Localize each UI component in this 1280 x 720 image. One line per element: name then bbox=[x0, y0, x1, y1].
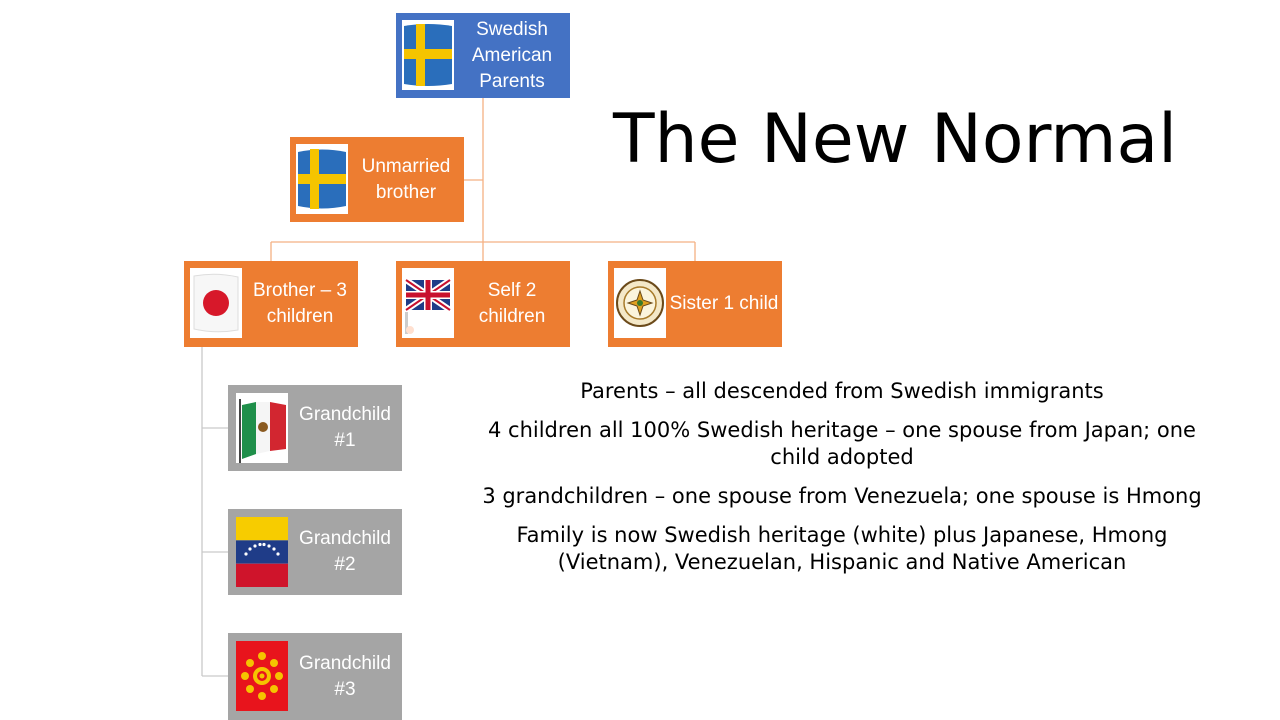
node-label: Sister 1 child bbox=[669, 293, 779, 314]
sweden-flag-icon bbox=[402, 20, 454, 90]
node-label: Grandchild #2 bbox=[299, 528, 391, 575]
node-label: Swedish American Parents bbox=[471, 18, 553, 92]
node-grandchild-2[interactable] bbox=[228, 509, 402, 595]
sweden-flag-icon bbox=[296, 144, 348, 214]
node-sister[interactable] bbox=[608, 261, 782, 347]
node-self[interactable] bbox=[396, 261, 570, 347]
note-grandchildren: 3 grandchildren – one spouse from Venezuela; one spouse is Hmong bbox=[482, 484, 1202, 508]
node-label: Unmarried brother bbox=[361, 155, 451, 203]
note-children: 4 children all 100% Swedish heritage – one spouse from Japan; one child adopted bbox=[488, 418, 1196, 469]
mexico-flag-icon bbox=[236, 393, 288, 463]
slide-notes bbox=[470, 378, 1214, 588]
node-unmarried-brother[interactable] bbox=[290, 137, 464, 222]
hmong-flag-icon bbox=[236, 641, 288, 711]
cherokee-nation-seal-icon bbox=[614, 268, 666, 338]
uk-flag-icon bbox=[402, 268, 454, 338]
venezuela-flag-icon bbox=[236, 517, 288, 587]
note-family: Family is now Swedish heritage (white) plus Japanese, Hmong (Vietnam), Venezuelan, Hispanic and Native American bbox=[516, 523, 1168, 574]
node-label: Brother – 3 children bbox=[253, 280, 347, 327]
node-grandchild-1[interactable] bbox=[228, 385, 402, 471]
node-label: Self 2 children bbox=[478, 280, 546, 327]
node-label: Grandchild #1 bbox=[299, 404, 391, 451]
node-swedish-american-parents[interactable] bbox=[396, 13, 570, 98]
node-label: Grandchild #3 bbox=[299, 652, 391, 700]
node-brother[interactable] bbox=[184, 261, 358, 347]
japan-flag-icon bbox=[190, 268, 242, 338]
slide-title: The New Normal bbox=[612, 100, 1178, 179]
node-grandchild-3[interactable] bbox=[228, 633, 402, 720]
note-parents: Parents – all descended from Swedish immigrants bbox=[580, 379, 1104, 403]
